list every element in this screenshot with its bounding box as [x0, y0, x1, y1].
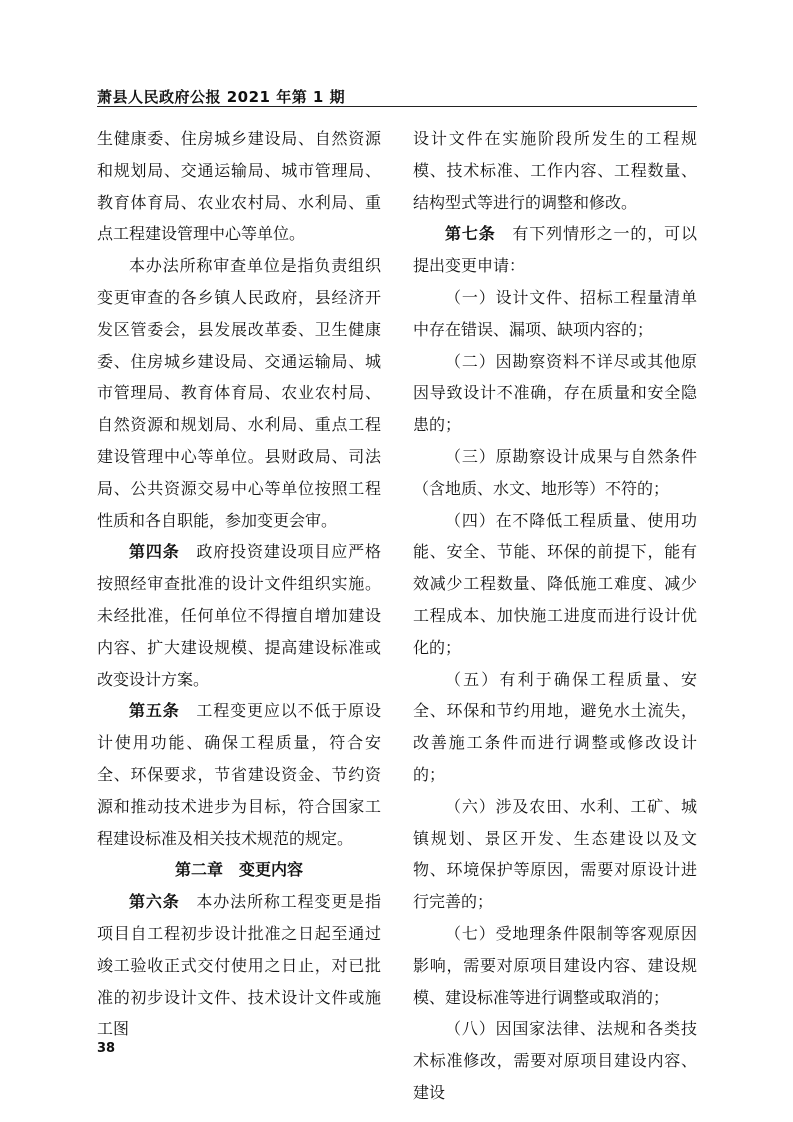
paragraph-review-units: 本办法所称审查单位是指负责组织变更审查的各乡镇人民政府，县经济开发区管委会，县发展改革委、卫生健康委、住房城乡建设局、交通运输局、城市管理局、教育体育局、农业农村局、自然资源和规划局、水利局、重点工程建设管理中心等单位。县财政局、司法局、公共资源交易中心等单位按照工程性质和各自职能，参加变更会审。 [97, 256, 381, 530]
article-7-label: 第七条 [445, 224, 496, 244]
list-item: （六）涉及农田、水利、工矿、城镇规划、景区开发、生态建设以及文物、环境保护等原因，需要对原设计进行完善的； [413, 796, 697, 912]
list-item: （二）因勘察资料不详尽或其他原因导致设计不准确，存在质量和安全隐患的； [413, 351, 697, 435]
article-4-label: 第四条 [129, 542, 180, 562]
article-5 [97, 695, 381, 854]
list-item: （一）设计文件、招标工程量清单中存在错误、漏项、缺项内容的； [413, 287, 697, 339]
article-4-text: 政府投资建设项目应严格按照经审查批准的设计文件组织实施。未经批准，任何单位不得擅自增加建设内容、扩大建设规模、提高建设标准或改变设计方案。 [97, 542, 381, 689]
article-6-text: 本办法所称工程变更是指项目自工程初步设计批准之日起至通过竣工验收正式交付使用之日止，对已批准的初步设计文件、技术设计文件或施工图 [97, 892, 381, 1039]
list-item: （四）在不降低工程质量、使用功能、安全、节能、环保的前提下，能有效减少工程数量、降低施工难度、减少工程成本、加快施工进度而进行设计优化的； [413, 510, 697, 657]
article-7 [413, 218, 697, 282]
article-6-label: 第六条 [129, 892, 180, 912]
list-item: （七）受地理条件限制等客观原因影响，需要对原项目建设内容、建设规模、建设标准等进行调整或取消的； [413, 923, 697, 1007]
article-5-label: 第五条 [129, 701, 180, 721]
page-number: 38 [97, 1041, 116, 1056]
chapter-heading: 第二章 变更内容 [174, 860, 303, 880]
list-item: （五）有利于确保工程质量、安全、环保和节约用地，避免水土流失，改善施工条件而进行调整或修改设计的； [413, 669, 697, 784]
list-item: （三）原勘察设计成果与自然条件（含地质、水文、地形等）不符的； [413, 446, 697, 498]
paragraph-continued-right: 设计文件在实施阶段所发生的工程规模、技术标准、工作内容、工程数量、结构型式等进行的调整和修改。 [413, 129, 697, 212]
left-column [97, 123, 381, 1045]
article-6 [97, 886, 381, 1045]
article-5-text: 工程变更应以不低于原设计使用功能、确保工程质量，符合安全、环保要求，节省建设资金、节约资源和推动技术进步为目标，符合国家工程建设标准及相关技术规范的规定。 [97, 701, 381, 848]
paragraph-continued: 生健康委、住房城乡建设局、自然资源和规划局、交通运输局、城市管理局、教育体育局、农业农村局、水利局、重点工程建设管理中心等单位。 [97, 129, 381, 244]
header-rule [97, 106, 697, 107]
article-7-text: 有下列情形之一的，可以提出变更申请： [413, 224, 697, 276]
list-item: （八）因国家法律、法规和各类技术标准修改，需要对原项目建设内容、建设 [413, 1019, 697, 1102]
running-title: 萧县人民政府公报 2021 年第 1 期 [97, 88, 346, 106]
article-4 [97, 536, 381, 695]
right-column [413, 123, 697, 1109]
